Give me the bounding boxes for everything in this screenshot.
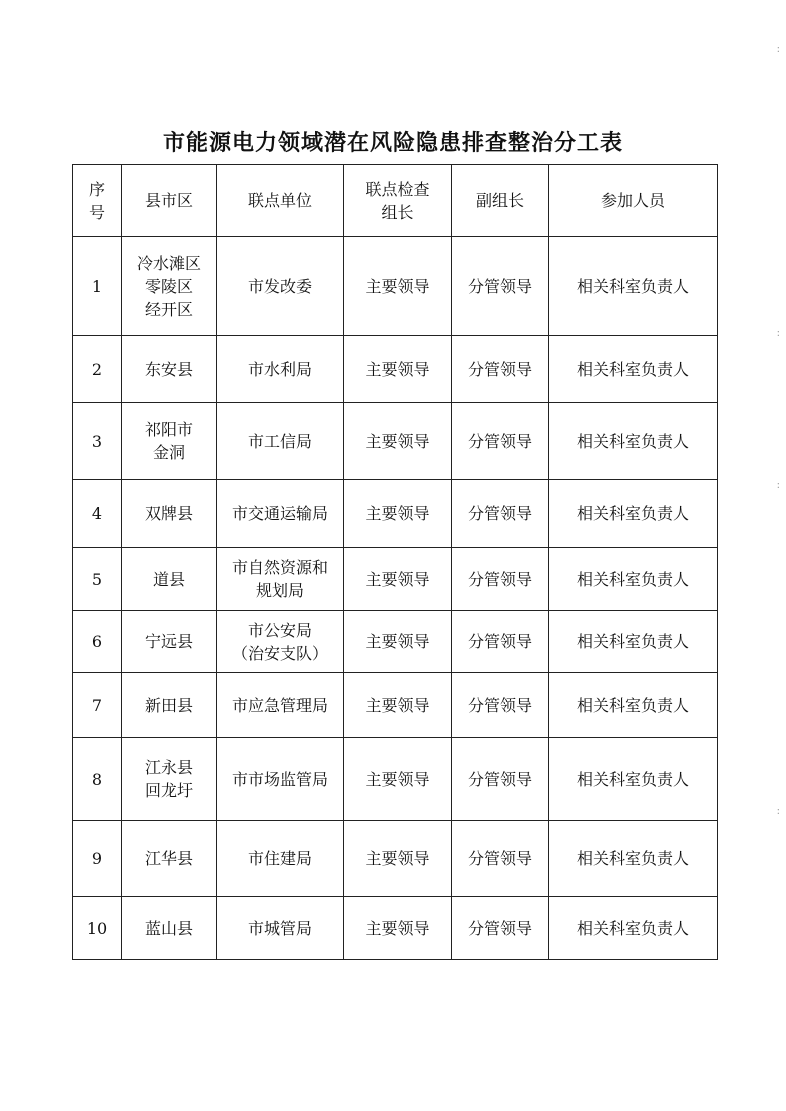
cell-county: 祁阳市 金洞 [122,403,217,480]
table-row [73,480,718,548]
cell-group-leader: 主要领导 [344,403,452,480]
cell-liaison-unit: 市住建局 [217,821,344,897]
table-row [73,897,718,960]
cell-group-leader: 主要领导 [344,821,452,897]
cell-county: 宁远县 [122,611,217,673]
cell-deputy-leader: 分管领导 [452,403,549,480]
cell-serial-number: 9 [73,821,122,897]
cell-participants: 相关科室负责人 [549,673,718,738]
table-row [73,673,718,738]
cell-participants: 相关科室负责人 [549,237,718,336]
cell-liaison-unit: 市工信局 [217,403,344,480]
cell-liaison-unit: 市公安局 （治安支队） [217,611,344,673]
cell-serial-number: 3 [73,403,122,480]
cell-liaison-unit: 市交通运输局 [217,480,344,548]
cell-deputy-leader: 分管领导 [452,673,549,738]
table-row [73,821,718,897]
cell-county: 蓝山县 [122,897,217,960]
cell-group-leader: 主要领导 [344,480,452,548]
cell-deputy-leader: 分管领导 [452,821,549,897]
cell-deputy-leader: 分管领导 [452,237,549,336]
cell-participants: 相关科室负责人 [549,336,718,403]
table-row [73,237,718,336]
cell-deputy-leader: 分管领导 [452,548,549,611]
assignment-table [72,164,718,960]
scan-binding-mark: : [776,806,780,817]
cell-county: 江永县 回龙圩 [122,738,217,821]
cell-serial-number: 8 [73,738,122,821]
cell-serial-number: 5 [73,548,122,611]
cell-group-leader: 主要领导 [344,738,452,821]
cell-participants: 相关科室负责人 [549,611,718,673]
cell-serial-number: 1 [73,237,122,336]
cell-deputy-leader: 分管领导 [452,336,549,403]
cell-liaison-unit: 市城管局 [217,897,344,960]
table-row [73,403,718,480]
cell-participants: 相关科室负责人 [549,897,718,960]
header-serial-number: 序 号 [73,165,122,237]
cell-group-leader: 主要领导 [344,673,452,738]
cell-group-leader: 主要领导 [344,548,452,611]
table-row [73,738,718,821]
cell-county: 道县 [122,548,217,611]
scan-binding-mark: : [776,480,780,491]
cell-participants: 相关科室负责人 [549,548,718,611]
cell-serial-number: 7 [73,673,122,738]
document-title: 市能源电力领域潜在风险隐患排查整治分工表 [162,131,623,156]
cell-serial-number: 2 [73,336,122,403]
cell-participants: 相关科室负责人 [549,821,718,897]
cell-participants: 相关科室负责人 [549,738,718,821]
cell-deputy-leader: 分管领导 [452,480,549,548]
header-county: 县市区 [122,165,217,237]
cell-liaison-unit: 市发改委 [217,237,344,336]
cell-county: 冷水滩区 零陵区 经开区 [122,237,217,336]
cell-serial-number: 10 [73,897,122,960]
cell-liaison-unit: 市自然资源和 规划局 [217,548,344,611]
cell-county: 新田县 [122,673,217,738]
cell-deputy-leader: 分管领导 [452,738,549,821]
cell-deputy-leader: 分管领导 [452,897,549,960]
cell-group-leader: 主要领导 [344,611,452,673]
cell-serial-number: 4 [73,480,122,548]
cell-participants: 相关科室负责人 [549,480,718,548]
table-row [73,548,718,611]
cell-county: 江华县 [122,821,217,897]
cell-group-leader: 主要领导 [344,237,452,336]
header-deputy-leader: 副组长 [452,165,549,237]
scan-binding-mark: : [776,44,780,55]
cell-liaison-unit: 市水利局 [217,336,344,403]
cell-serial-number: 6 [73,611,122,673]
cell-county: 双牌县 [122,480,217,548]
header-participants: 参加人员 [549,165,718,237]
cell-deputy-leader: 分管领导 [452,611,549,673]
cell-group-leader: 主要领导 [344,336,452,403]
table-header-row [73,165,718,237]
cell-participants: 相关科室负责人 [549,403,718,480]
header-group-leader: 联点检查 组长 [344,165,452,237]
table-row [73,336,718,403]
header-liaison-unit: 联点单位 [217,165,344,237]
table-row [73,611,718,673]
cell-liaison-unit: 市市场监管局 [217,738,344,821]
cell-group-leader: 主要领导 [344,897,452,960]
scan-binding-mark: : [776,328,780,339]
cell-county: 东安县 [122,336,217,403]
cell-liaison-unit: 市应急管理局 [217,673,344,738]
